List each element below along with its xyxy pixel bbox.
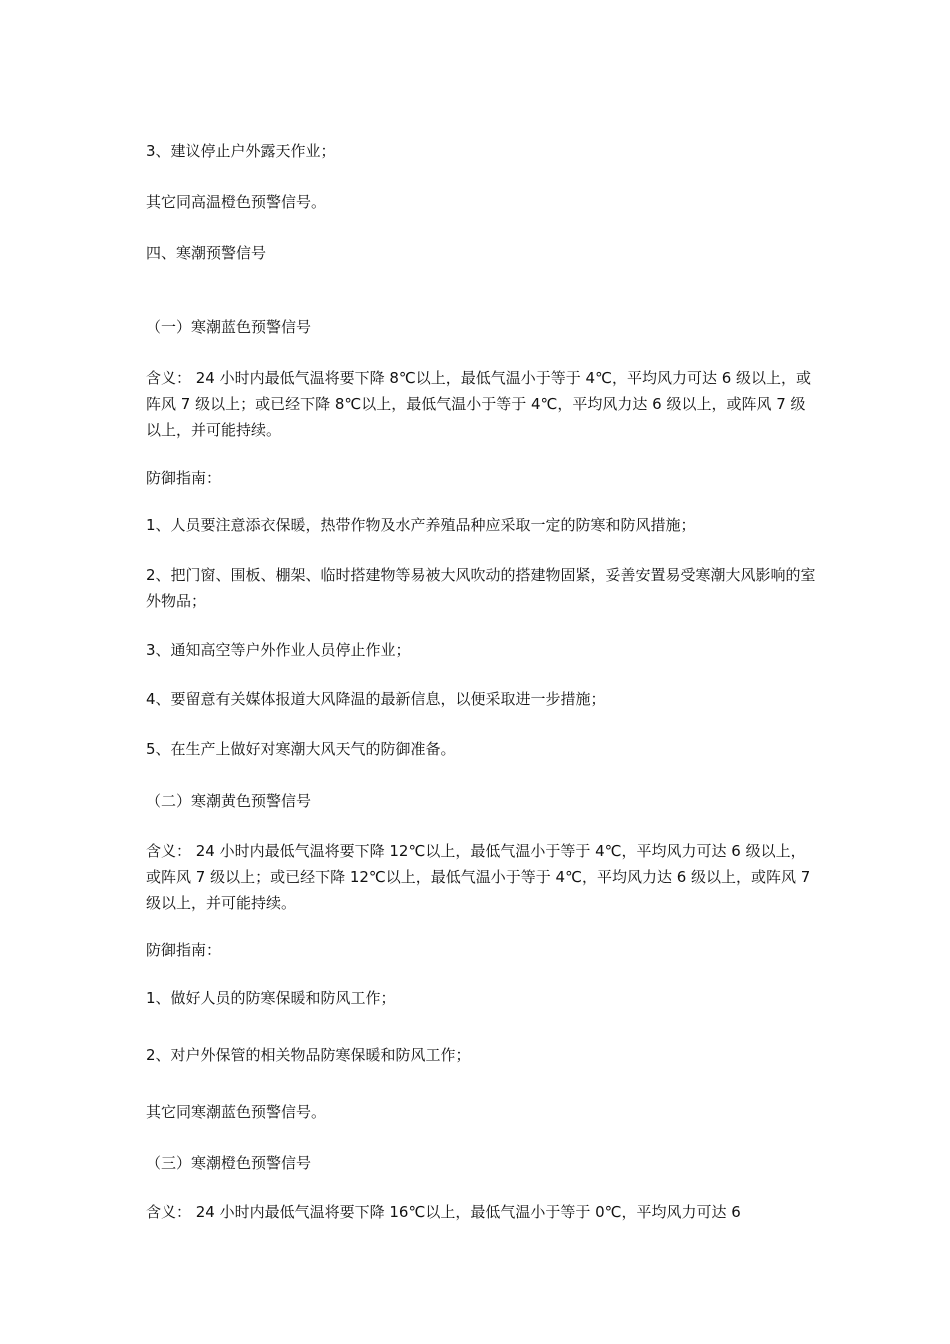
paragraph-item-3-stop-outdoor-work: 3、建议停止户外露天作业；	[146, 142, 336, 160]
paragraph-blue-guide-1: 1、人员要注意添衣保暖，热带作物及水产养殖品种应采取一定的防寒和防风措施；	[146, 516, 696, 534]
paragraph-yellow-guide-1: 1、做好人员的防寒保暖和防风工作；	[146, 989, 396, 1007]
paragraph-blue-guide-4: 4、要留意有关媒体报道大风降温的最新信息，以便采取进一步措施；	[146, 690, 606, 708]
paragraph-other-same-as-heat-orange: 其它同高温橙色预警信号。	[146, 193, 327, 211]
paragraph-blue-guide-3: 3、通知高空等户外作业人员停止作业；	[146, 641, 411, 659]
paragraph-blue-guide-2: 2、把门窗、围板、棚架、临时搭建物等易被大风吹动的搭建物固紧，妥善安置易受寒潮大风影响的室外物品；	[146, 566, 816, 610]
section-heading-cold-wave: 四、寒潮预警信号	[146, 244, 267, 262]
paragraph-yellow-guide-2: 2、对户外保管的相关物品防寒保暖和防风工作；	[146, 1046, 471, 1064]
label-defense-guide-yellow: 防御指南：	[146, 941, 222, 959]
paragraph-other-same-as-blue: 其它同寒潮蓝色预警信号。	[146, 1103, 327, 1121]
paragraph-blue-guide-5: 5、在生产上做好对寒潮大风天气的防御准备。	[146, 740, 456, 758]
subheading-cold-wave-orange: （三）寒潮橙色预警信号	[146, 1154, 312, 1172]
paragraph-orange-meaning: 含义： 24 小时内最低气温将要下降 16℃以上，最低气温小于等于 0℃，平均风力可达 6	[146, 1203, 741, 1221]
paragraph-blue-meaning: 含义： 24 小时内最低气温将要下降 8℃以上，最低气温小于等于 4℃，平均风力可达 6 级以上，或阵风 7 级以上；或已经下降 8℃以上，最低气温小于等于 4℃，平均风力达 6 级以上，或阵风 7 级以上，并可能持续。	[146, 369, 812, 439]
label-defense-guide-blue: 防御指南：	[146, 469, 222, 487]
subheading-cold-wave-blue: （一）寒潮蓝色预警信号	[146, 318, 312, 336]
paragraph-yellow-meaning: 含义： 24 小时内最低气温将要下降 12℃以上，最低气温小于等于 4℃，平均风力可达 6 级以上，或阵风 7 级以上；或已经下降 12℃以上，最低气温小于等于 4℃，平均风力达 6 级以上，或阵风 7 级以上，并可能持续。	[146, 842, 811, 912]
subheading-cold-wave-yellow: （二）寒潮黄色预警信号	[146, 792, 312, 810]
